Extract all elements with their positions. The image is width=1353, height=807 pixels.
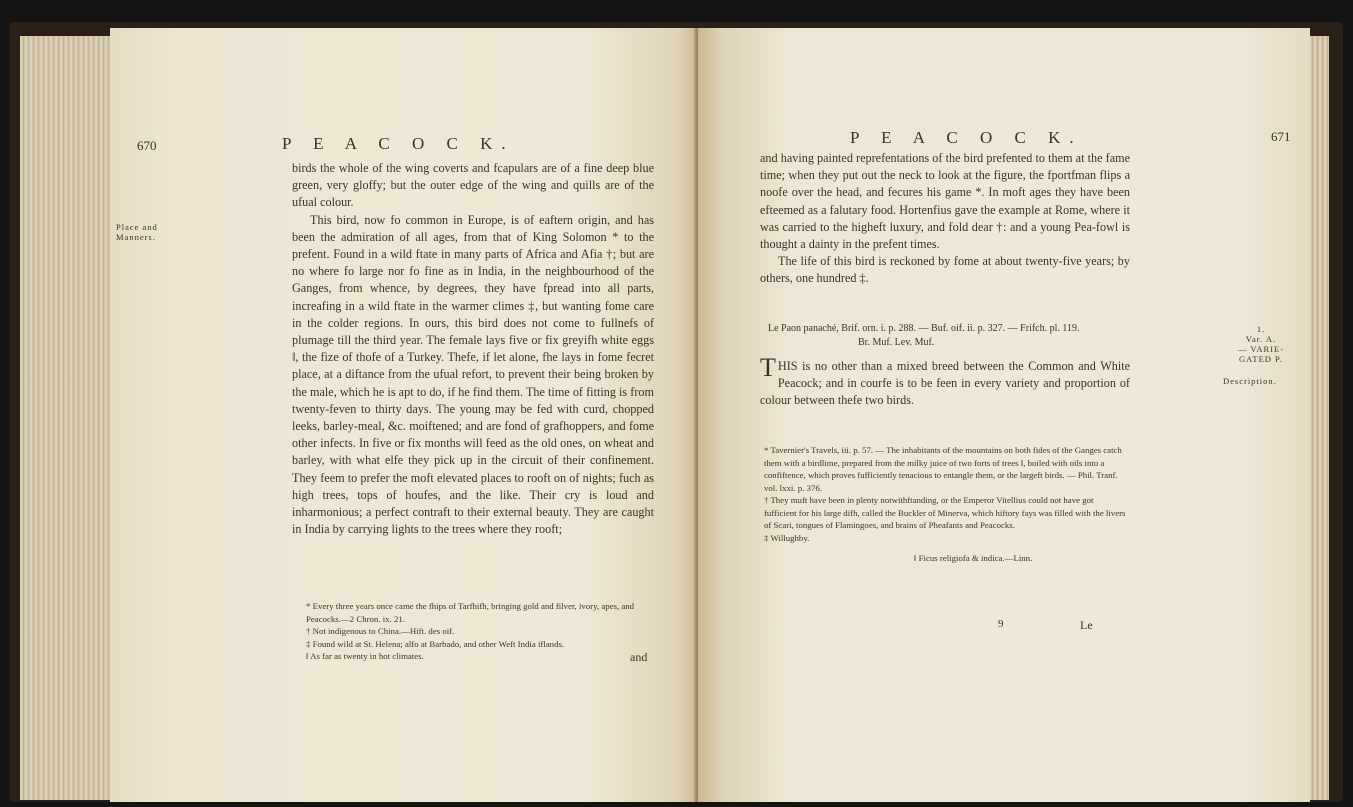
left-footnotes [306,600,656,663]
description-body: HIS is no other than a mixed breed between the Common and White Peacock; and in courfe is to be feen in every variety and proportion of colour between thefe two birds. [760,359,1130,408]
footnote: ‖ As far as twenty in hot climates. [306,651,424,661]
side-note-line: Manners. [116,232,156,242]
side-note-line: — VARIE- [1237,344,1285,354]
right-running-head: P E A C O C K. [850,128,1083,147]
left-body-text [292,160,654,538]
synonymy-line: Br. Muf. Lev. Muf. [858,337,935,348]
side-note-description: Description. [1223,376,1277,386]
right-footnotes [764,444,1126,565]
paragraph: and having painted reprefentations of the bird prefented to them at the fame time; when they put out the neck to look at the figure, the fportfman flips a noofe over the head, and fecures his game *. In moft ages they have been efteemed as a falutary food. Hortenfius gave the example at Rome, where it was carried to the higheft luxury, and fold dear †: and a young Pea-fowl is thought a dainty in the prefent times. [760,151,1130,252]
footnote: ‖ Ficus religiofa & indica.—Linn. [914,553,1033,563]
left-running-head: P E A C O C K. [282,134,515,153]
footnote: * Tavernier's Travels, iii. p. 57. — The inhabitants of the mountains on both fides of the Ganges catch them with a birdlime, prepared from the milky juice of two forts of trees ‖, boiled with oils into a confiftence, which proves fufficiently tenacious to entangle them, or the largeft birds. — Phil. Tranf. vol. lxxi. p. 376. [764,445,1122,493]
synonymy-line: Le Paon panaché, Brif. orn. i. p. 288. — Buf. oif. ii. p. 327. — Frifch. pl. 119. [768,323,1080,334]
side-note-variety [1228,324,1294,364]
synonymy [768,322,1118,350]
side-note-line: Place and [116,222,158,232]
footnote: ‡ Willughby. [764,532,810,543]
drop-cap: T [760,353,776,382]
left-page-edges [20,36,115,800]
paragraph: The life of this bird is reckoned by fome at about twenty-five years; by others, one hundred ‡. [760,254,1130,286]
side-note-place-manners [116,222,158,242]
footnote: † They muft have been in plenty notwithftanding, or the Emperor Vitellius could not have got fufficient for his large difh, called the Buckler of Minerva, which hiftory fays was filled with the livers of Scari, tongues of Flamingoes, and brains of Pheafants and Peacocks. [764,495,1126,530]
right-body-text [760,150,1130,288]
footnote: † Not indigenous to China.—Hift. des oif. [306,626,455,636]
footnote: ‡ Found wild at St. Helena; alfo at Barbado, and other Weft India iflands. [306,638,565,649]
paragraph: birds the whole of the wing coverts and fcapulars are of a fine deep blue green, very gloffy; but the outer edge of the wing and quills are of the ufual colour. [292,161,654,210]
description-text [760,353,1130,410]
signature-mark: 9 [998,618,1004,630]
side-note-line: 1. [1256,324,1266,334]
side-note-line: Var. A. [1245,334,1277,344]
open-book [10,22,1343,802]
left-page [110,28,700,802]
side-note-line: GATED P. [1239,354,1283,364]
footnote: * Every three years once came the fhips of Tarfhifh, bringing gold and filver, ivory, apes, and Peacocks.—2 Chron. ix. 21. [306,601,635,624]
left-page-number: 670 [137,138,157,153]
right-catchword: Le [1080,618,1093,632]
paragraph: This bird, now fo common in Europe, is of eaftern origin, and has been the admiration of all ages, from that of King Solomon * to the prefent. Found in a wild ftate in many parts of Africa and Afia †; but are no where fo large nor fo fine as in India, in the neighbourhood of the Ganges, from whence, by degrees, they have fpread into all parts, increafing in a wild ftate in the warmer climes ‡, but wanting fome care in the colder regions. In ours, this bird does not come to fullnefs of plumage till the third year. The female lays five or fix greyifh white eggs ‖, the fize of thofe of a Turkey. Thefe, if let alone, fhe lays in fome fecret place, at a diftance from the ufual refort, to prevent their being broken by the male, which he is apt to do, if he find them. The time of fitting is from twenty-feven to thirty days. The young may be fed with curd, chopped leeks, barley-meal, &c. moiftened; and are fond of grafhoppers, and fome other infects. In five or fix months will feed as the old ones, on wheat and barley, with what elfe they pick up in the circuit of their confinement. They feem to prefer the moft elevated places to rooft on of nights; fuch as high trees, tops of houfes, and the like. Their cry is loud and inharmonious; a perfect contraft to their external beauty. They are caught in India by carrying lights to the trees where they rooft; [292,212,654,537]
left-catchword: and [630,650,648,664]
right-page [698,28,1310,802]
right-page-number: 671 [1271,129,1291,144]
